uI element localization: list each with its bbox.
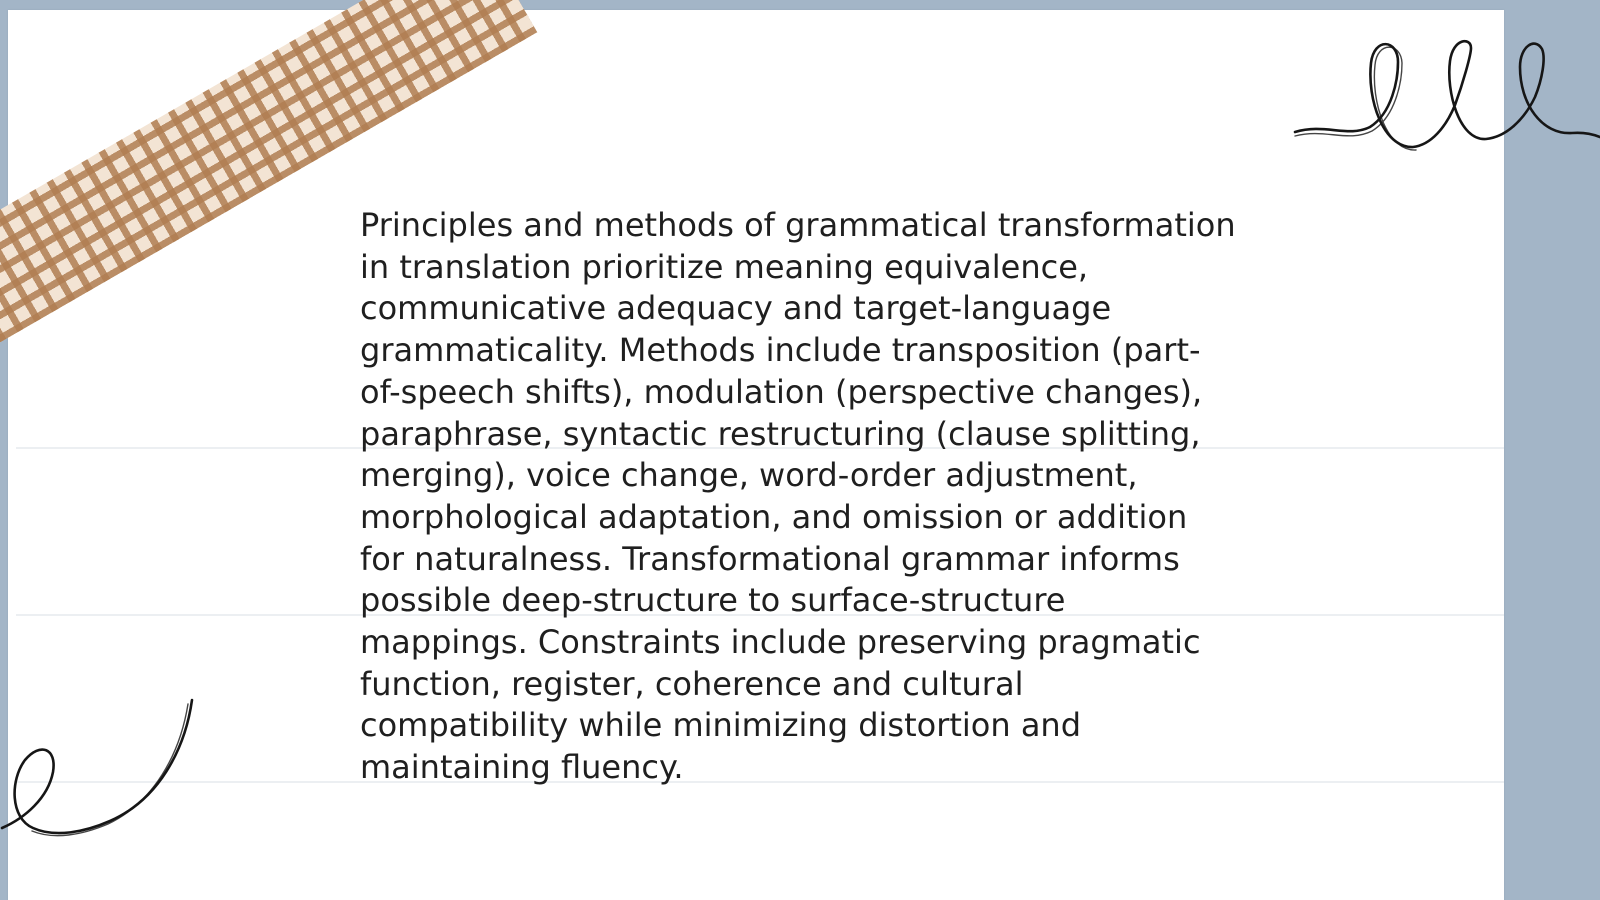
- slide-body-text: Principles and methods of grammatical transformation in translation prioritize meaning equivalence, communicative adequacy and target-language grammaticality. Methods include transposition (part-of-speech shifts), modulation (perspective changes), paraphrase, syntactic restructuring (clause splitting, merging), voice change, word-order adjustment, morphological adaptation, and omission or addition for naturalness. Transformational grammar informs possible deep-structure to surface-structure mappings. Constraints include preserving pragmatic function, register, coherence and cultural compatibility while minimizing distortion and maintaining fluency.: [360, 206, 1236, 787]
